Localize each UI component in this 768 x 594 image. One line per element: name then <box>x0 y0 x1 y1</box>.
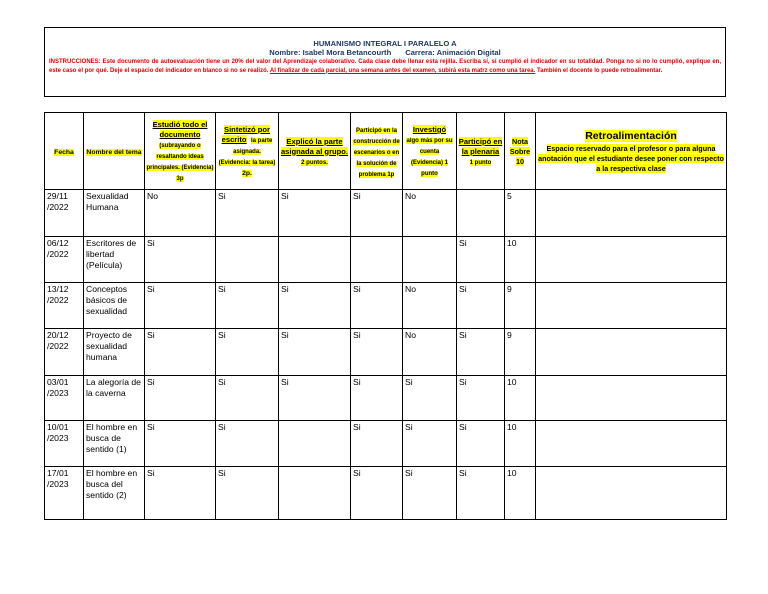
cell-retro <box>536 190 727 237</box>
cell-fecha: 13/12 /2022 <box>45 283 84 329</box>
header-explico <box>279 113 351 190</box>
header-nombre <box>84 113 145 190</box>
cell-sintetizo: Si <box>216 283 279 329</box>
cell-investigo: No <box>403 283 457 329</box>
cell-plenaria: Si <box>457 421 505 467</box>
student-info <box>49 48 721 57</box>
cell-nota: 9 <box>505 329 536 376</box>
cell-sintetizo: Si <box>216 329 279 376</box>
cell-nota: 10 <box>505 376 536 421</box>
cell-plenaria: Si <box>457 237 505 283</box>
cell-participo <box>351 237 403 283</box>
cell-fecha: 29/11 /2022 <box>45 190 84 237</box>
cell-explico: Si <box>279 283 351 329</box>
cell-participo: Si <box>351 190 403 237</box>
header-nota-label: Nota Sobre 10 <box>509 137 531 166</box>
header-investigo-sub: algo más por su cuenta (Evidencia) 1 punto <box>406 138 453 177</box>
header-explico-main: Explicó la parte asignada al grupo. <box>280 136 349 156</box>
header-retro <box>536 113 727 190</box>
cell-tema: El hombre en busca del sentido (2) <box>84 467 145 520</box>
cell-retro <box>536 329 727 376</box>
cell-nota: 10 <box>505 467 536 520</box>
cell-tema: Escritores de libertad (Película) <box>84 237 145 283</box>
table-row <box>45 329 727 376</box>
instructions-text: INSTRUCCIONES: Este documento de autoevaluación tiene un 20% del valor del Aprendizaje colaborativo. Cada clase debe llenar esta rejilla. Escriba sí, si cumplió el indicador en su totalidad. Ponga no si no lo cumplió, explique en, este caso el por qué. Deje el espacio del indicador en blanco si no se realizó. <box>49 59 721 74</box>
table-row <box>45 190 727 237</box>
table-header-row <box>45 113 727 190</box>
student-name: Nombre: Isabel Mora Betancourth <box>269 48 392 57</box>
cell-retro <box>536 237 727 283</box>
cell-fecha: 03/01 /2023 <box>45 376 84 421</box>
header-estudio-main: Estudió todo el documento <box>152 120 208 139</box>
table-row <box>45 283 727 329</box>
header-sintetizo-sub: la parte asignada. (Evidencia: la tarea) <box>218 138 276 166</box>
header-nota <box>505 113 536 190</box>
cell-investigo: Si <box>403 467 457 520</box>
cell-explico <box>279 421 351 467</box>
header-participo-label: Participó en la construcción de escenarios o en la solución de problema 1p <box>353 127 400 178</box>
header-investigo <box>403 113 457 190</box>
header-explico-pts: 2 puntos. <box>301 159 328 166</box>
cell-estudio: Si <box>145 467 216 520</box>
cell-participo: Si <box>351 467 403 520</box>
instructions <box>49 58 721 75</box>
header-participo <box>351 113 403 190</box>
course-title: HUMANISMO INTEGRAL I PARALELO A <box>313 39 457 48</box>
cell-estudio: Si <box>145 237 216 283</box>
cell-explico: Si <box>279 190 351 237</box>
table-row <box>45 467 727 520</box>
cell-sintetizo <box>216 237 279 283</box>
cell-estudio: Si <box>145 421 216 467</box>
cell-explico: Si <box>279 376 351 421</box>
cell-explico <box>279 467 351 520</box>
header-sintetizo-main: Sintetizó por escrito <box>221 125 270 144</box>
cell-tema: Sexualidad Humana <box>84 190 145 237</box>
header-nombre-label: Nombre del tema <box>86 148 142 156</box>
cell-plenaria: Si <box>457 283 505 329</box>
cell-fecha: 06/12 /2022 <box>45 237 84 283</box>
header-retro-title: Retroalimentación <box>585 130 677 142</box>
cell-explico <box>279 237 351 283</box>
header-investigo-main: Investigó <box>412 125 447 134</box>
cell-tema: Proyecto de sexualidad humana <box>84 329 145 376</box>
header-estudio-sub: (subrayando o resaltando ideas principales. (Evidencia) 3p <box>146 143 214 182</box>
cell-participo: Si <box>351 283 403 329</box>
cell-sintetizo: Si <box>216 421 279 467</box>
cell-retro <box>536 376 727 421</box>
table-row <box>45 376 727 421</box>
self-evaluation-table <box>44 112 727 520</box>
cell-estudio: Si <box>145 283 216 329</box>
cell-plenaria: Si <box>457 467 505 520</box>
header-sintetizo-pts: 2p. <box>242 170 252 177</box>
cell-estudio: Si <box>145 329 216 376</box>
cell-investigo: No <box>403 190 457 237</box>
cell-plenaria <box>457 190 505 237</box>
cell-sintetizo: Si <box>216 190 279 237</box>
cell-retro <box>536 421 727 467</box>
cell-estudio: No <box>145 190 216 237</box>
table-row <box>45 237 727 283</box>
table-row <box>45 421 727 467</box>
cell-plenaria: Si <box>457 329 505 376</box>
cell-retro <box>536 467 727 520</box>
cell-nota: 10 <box>505 237 536 283</box>
header-plenaria-pts: 1 punto <box>469 159 492 166</box>
cell-explico: Si <box>279 329 351 376</box>
instructions-end: También el docente lo puede retroalimentar. <box>535 67 663 74</box>
cell-estudio: Si <box>145 376 216 421</box>
cell-tema: El hombre en busca de sentido (1) <box>84 421 145 467</box>
cell-nota: 10 <box>505 421 536 467</box>
cell-investigo: No <box>403 329 457 376</box>
cell-nota: 9 <box>505 283 536 329</box>
header-plenaria <box>457 113 505 190</box>
cell-tema: Conceptos básicos de sexualidad <box>84 283 145 329</box>
cell-fecha: 10/01 /2023 <box>45 421 84 467</box>
cell-sintetizo: Si <box>216 467 279 520</box>
instructions-underlined: Al finalizar de cada parcial, una semana antes del examen, subirá esta matrz como una tarea. <box>269 67 536 74</box>
header-plenaria-main: Participó en la plenaria <box>458 136 503 156</box>
header-fecha-label: Fecha <box>54 148 74 156</box>
cell-retro <box>536 283 727 329</box>
cell-investigo: Si <box>403 376 457 421</box>
cell-fecha: 17/01 /2023 <box>45 467 84 520</box>
cell-investigo <box>403 237 457 283</box>
header-retro-sub: Espacio reservado para el profesor o para alguna anotación que el estudiante desee poner con respecto a la respectiva clase <box>538 144 724 173</box>
cell-nota: 5 <box>505 190 536 237</box>
cell-sintetizo: Si <box>216 376 279 421</box>
cell-tema: La alegoría de la caverna <box>84 376 145 421</box>
student-career: Carrera: Animación Digital <box>405 48 501 57</box>
header-sintetizo <box>216 113 279 190</box>
header-fecha <box>45 113 84 190</box>
document-header <box>44 27 726 97</box>
cell-participo: Si <box>351 421 403 467</box>
cell-investigo: Si <box>403 421 457 467</box>
cell-plenaria: Si <box>457 376 505 421</box>
cell-fecha: 20/12 /2022 <box>45 329 84 376</box>
cell-participo: Si <box>351 329 403 376</box>
cell-participo: Si <box>351 376 403 421</box>
header-estudio <box>145 113 216 190</box>
